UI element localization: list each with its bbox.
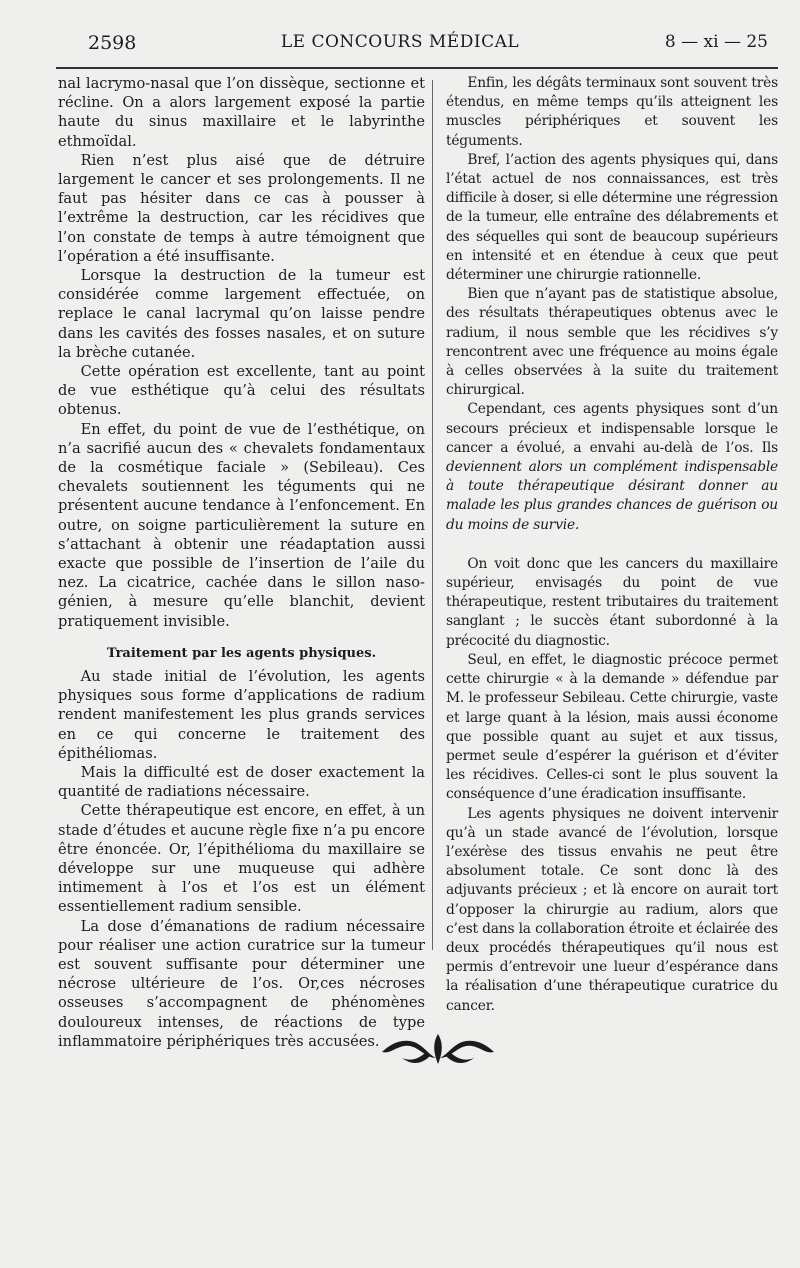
- running-header: [0, 28, 800, 64]
- right-column: [446, 74, 778, 1016]
- paragraph: Rien n’est plus aisé que de détruire largement le cancer et ses prolongements. Il ne faut pas hésiter dans ce cas à pousser à l’extrême la destruction, car les récidives que l’on constate de temps à autre témoignent que l’opération a été insuffisante.: [58, 151, 425, 265]
- italic-passage: deviennent alors un complément indispensable à toute thérapeutique désirant donner au malade les plus grandes chances de guérison ou du moins de survie.: [446, 459, 778, 533]
- paragraph: Bien que n’ayant pas de statistique absolue, des résultats thérapeutiques obtenus avec le radium, il nous semble que les récidives s’y rencontrent avec une fréquence au moins égale à celles observées à la suite du traitement chirurgical.: [446, 286, 778, 399]
- header-rule: [56, 67, 778, 69]
- paragraph: Bref, l’action des agents physiques qui, dans l’état actuel de nos connaissances, est très difficile à doser, si elle détermine une régression de la tumeur, elle entraîne des délabrements et des séquelles qui sont de beaucoup supérieurs en intensité et en étendue à ceux que peut déterminer une chirurgie rationnelle.: [446, 151, 778, 284]
- column-separator: [432, 80, 433, 950]
- paragraph-text: Cependant, ces agents physiques sont d’un secours précieux et indispensable lorsque le cancer a évolué, a envahi au-delà de l’os. Ils: [446, 401, 778, 456]
- paragraph: Cette opération est excellente, tant au point de vue esthétique qu’à celui des résultats obtenus.: [58, 363, 425, 419]
- paragraph: Lorsque la destruction de la tumeur est considérée comme largement effectuée, on replace le canal lacrymal qu’on laisse pendre dans les cavités des fosses nasales, et on suture la brèche cutanée.: [58, 267, 425, 361]
- journal-title: LE CONCOURS MÉDICAL: [280, 32, 520, 52]
- page-number: 2598: [88, 32, 137, 54]
- left-column: [58, 74, 425, 1051]
- paragraph: Les agents physiques ne doivent intervenir qu’à un stade avancé de l’évolution, lorsque l’exérèse des tissus envahis ne peut être absolument totale. Ce sont donc là des adjuvants précieux ; et là encore on aurait tort d’opposer la chirurgie au radium, alors que c’est dans la collaboration étroite et éclairée des deux procédés thérapeutiques qu’il nous est permis d’entrevoir une lueur d’espérance dans la réalisation d’une thérapeutique curatrice du cancer.: [446, 805, 778, 1014]
- paragraph: [446, 400, 778, 534]
- paragraph: En effet, du point de vue de l’esthétique, on n’a sacrifié aucun des « chevalets fondamentaux de la cosmétique faciale » (Sebileau). Ces chevalets soutiennent les téguments qui ne présentent aucune tendance à l’enfoncement. En outre, on soigne particulièrement la suture en s’attachant à obtenir une réadaptation aussi exacte que possible de l’insertion de l’aile du nez. La cicatrice, cachée dans le sillon naso-génien, à mesure qu’elle blanchit, devient pratiquement invisible.: [58, 420, 425, 630]
- floral-fleuron-icon: [380, 1028, 496, 1068]
- paragraph: On voit donc que les cancers du maxillaire supérieur, envisagés du point de vue thérapeutique, restent tributaires du traitement sanglant ; le succès étant subordonné à la précocité du diagnostic.: [446, 555, 778, 649]
- paragraph: Seul, en effet, le diagnostic précoce permet cette chirurgie « à la demande » défendue par M. le professeur Sebileau. Cette chirurgie, vaste et large quant à la lésion, mais aussi économe que possible quant au sujet et aux tissus, permet seule d’espérer la guérison et d’éviter les récidives. Celles-ci sont le plus souvent la conséquence d’une éradication insuffisante.: [446, 651, 778, 803]
- paragraph: Enfin, les dégâts terminaux sont souvent très étendus, en même temps qu’ils atteignent les muscles périphériques et souvent les téguments.: [446, 75, 778, 149]
- paragraph: Cette thérapeutique est encore, en effet, à un stade d’études et aucune règle fixe n’a pu encore être énoncée. Or, l’épithélioma du maxillaire se développe sur une muqueuse qui adhère intimement à l’os et l’os est un élément essentiellement radium sensible.: [58, 802, 425, 916]
- section-heading: Traitement par les agents physiques.: [106, 645, 377, 661]
- paragraph-gap: [446, 535, 778, 555]
- paragraph: nal lacrymo-nasal que l’on dissèque, sectionne et récline. On a alors largement exposé la partie haute du sinus maxillaire et le labyrinthe ethmoïdal.: [58, 75, 425, 150]
- issue-date: 8 — xi — 25: [664, 32, 768, 52]
- paragraph: La dose d’émanations de radium nécessaire pour réaliser une action curatrice sur la tumeur est souvent suffisante pour déterminer une nécrose ultérieure de l’os. Or,ces nécroses osseuses s’accompagnent de phénomènes douloureux intenses, de réactions de type inflammatoire périphériques très accusées.: [58, 917, 425, 1050]
- paragraph: Mais la difficulté est de doser exactement la quantité de radiations nécessaire.: [58, 763, 425, 801]
- paragraph: Au stade initial de l’évolution, les agents physiques sous forme d’applications de radium rendent manifestement les plus grands services en ce qui concerne le traitement des épithéliomas.: [58, 667, 425, 762]
